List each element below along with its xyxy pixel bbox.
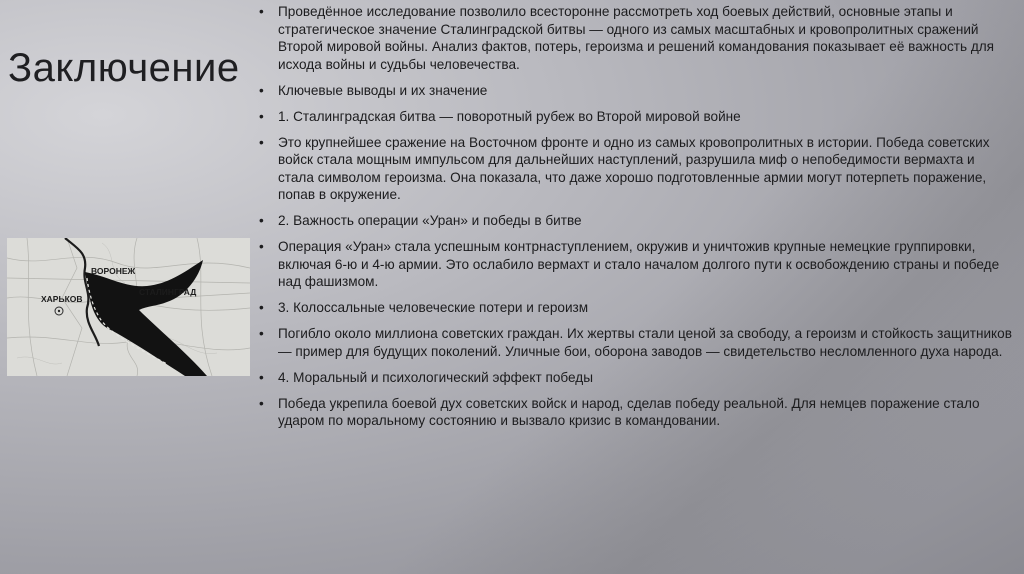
bullet-item	[258, 395, 1013, 430]
bullet-item	[258, 3, 1013, 73]
bullet-item	[258, 82, 1013, 100]
bullet-item	[258, 369, 1013, 387]
bullet-text: 1. Сталинградская битва — поворотный рубеж во Второй мировой войне	[278, 108, 741, 124]
bullet-text: 3. Колоссальные человеческие потери и героизм	[278, 300, 589, 315]
map-label-voronezh: ВОРОНЕЖ	[91, 266, 136, 276]
bullet-marker: •	[259, 82, 264, 98]
bullet-marker: •	[259, 4, 264, 19]
bullet-marker: •	[259, 134, 264, 150]
bullet-item	[258, 212, 1013, 230]
bullet-item	[258, 325, 1013, 360]
slide-title: Заключение	[8, 46, 240, 90]
bullet-text: Ключевые выводы и их значение	[278, 82, 488, 98]
bullet-item	[258, 108, 1013, 126]
bullet-marker: •	[259, 239, 264, 254]
bullet-marker: •	[259, 326, 264, 341]
bullet-item	[258, 238, 1013, 291]
stalingrad-map-image	[7, 238, 250, 376]
bullet-item	[258, 134, 1013, 204]
bullet-marker: •	[259, 395, 264, 411]
bullet-text: Погибло около миллиона советских граждан. Их жертвы стали ценой за свободу, а героизм и стойкость защитников — пример для будущих поколений. Уличные бои, оборона заводов — свидетельство несломленного духа народа.	[278, 326, 1012, 359]
bullet-text: Операция «Уран» стала успешным контрнаступлением, окружив и уничтожив крупные немецкие группировки, включая 6-ю и 4-ю армии. Это ослабило вермахт и стало началом долгого пути к освобождению страны и победе над фашизмом.	[278, 239, 1000, 289]
bullet-list	[258, 3, 1013, 438]
bullet-marker: •	[259, 108, 264, 124]
map-illustration	[7, 238, 250, 376]
bullet-item	[258, 299, 1013, 317]
bullet-text: Проведённое исследование позволило всесторонне рассмотреть ход боевых действий, основные этапы и стратегическое значение Сталинградской битвы — одного из самых масштабных и кровопролитных сражений Второй мировой войны. Анализ фактов, потерь, героизма и решений командования показывает её важность для исхода войны и судьбы человечества.	[278, 4, 995, 72]
bullet-text: Победа укрепила боевой дух советских войск и народ, сделав победу реальной. Для немцев поражение стало ударом по моральному состоянию и вызвало кризис в командовании.	[278, 395, 980, 428]
bullet-text: 2. Важность операции «Уран» и победы в битве	[278, 213, 582, 228]
map-label-kharkov: ХАРЬКОВ	[41, 294, 83, 304]
bullet-text: 4. Моральный и психологический эффект победы	[278, 369, 593, 385]
bullet-marker: •	[259, 369, 264, 385]
map-label-stalingrad: СТАЛИНГРАД	[139, 287, 197, 297]
bullet-text: Это крупнейшее сражение на Восточном фронте и одно из самых кровопролитных в истории. Победа советских войск стала мощным импульсом для дальнейших наступлений, разрушила миф о непобедимости вермахта и стала символом героизма. Она показала, что даже хорошо подготовленные армии могут потерпеть поражение, попав в окружение.	[278, 134, 990, 202]
bullet-marker: •	[259, 300, 264, 315]
bullet-marker: •	[259, 213, 264, 228]
